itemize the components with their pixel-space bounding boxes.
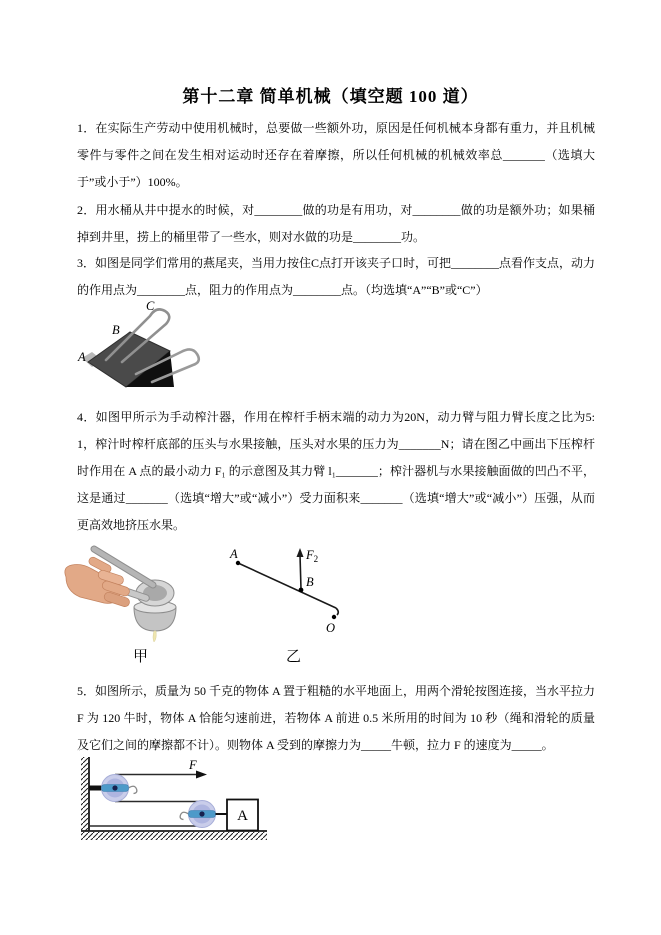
- pulley-wall-stub: [89, 786, 102, 791]
- clip-label-a: A: [78, 350, 86, 364]
- figure-caption-yi: 乙: [286, 649, 302, 665]
- point-o-dot: [332, 615, 336, 619]
- lever-bar-line: [238, 563, 336, 608]
- floor-hatching: [81, 832, 267, 840]
- fixed-pulley: [102, 775, 137, 802]
- question-5-text: 5．如图所示，质量为 50 千克的物体 A 置于粗糙的水平地面上，用两个滑轮按图连接，当水平拉力 F 为 120 牛时，物体 A 恰能匀速前进，若物体 A 前进 0.5 米所用的时间为 10 秒（绳和滑轮的质量及它们之间的摩擦都不计）。则物体 A 受到的摩擦力为_____牛顿，拉力 F 的速度为_____。: [77, 684, 596, 752]
- force-f2-subscript: 2: [313, 554, 319, 564]
- force-f-label: F: [189, 758, 197, 772]
- clip-label-b: B: [112, 323, 120, 337]
- force-f-arrowhead: [196, 771, 207, 779]
- force-f2-arrowhead: [297, 548, 304, 557]
- question-1-text: 1．在实际生产劳动中使用机械时，总要做一些额外功，原因是任何机械本身都有重力，并且机械零件与零件之间在发生相对运动时还存在着摩擦，所以任何机械的机械效率总_______（选填大于”或小于”）100%。: [77, 121, 595, 189]
- lever-label-o: O: [326, 621, 336, 635]
- page-title: 第十二章 简单机械（填空题 100 道）: [182, 87, 479, 106]
- pulley-system-figure: [78, 753, 273, 843]
- binder-clip-figure: [66, 294, 266, 399]
- lever-diagram-figure: [222, 543, 372, 643]
- lever-label-a: A: [230, 547, 238, 561]
- question-2-text: 2．用水桶从井中提水的时候，对________做的功是有用功，对________做的功是额外功；如果桶掉到井里，捞上的桶里带了一些水，则对水做的功是________功。: [77, 203, 595, 244]
- lever-label-b: B: [306, 575, 314, 589]
- block-a-label: A: [237, 808, 248, 824]
- lever-end-hook: [336, 608, 338, 615]
- movable-pulley-axle-dot: [199, 811, 204, 816]
- clip-label-c: C: [146, 299, 155, 313]
- juicer-photo-figure: [58, 543, 208, 646]
- question-3-text: 3．如图是同学们常用的燕尾夹，当用力按住C点打开该夹子口时，可把________点看作支点，动力的作用点为________点，阻力的作用点为________点。（均选填“A”“B”或“C”）: [77, 256, 596, 297]
- point-b-dot: [299, 588, 304, 593]
- point-a-dot: [236, 561, 240, 565]
- force-f2-label: [305, 548, 318, 564]
- force-f2-arrow-line: [300, 555, 301, 589]
- question-4-text: 4．如图甲所示为手动榨汁器，作用在榨杆手柄末端的动力为20N，动力臂与阻力臂长度之比为5:1，榨汁时榨杆底部的压头与水果接触，压头对水果的压力为_______N；请在图乙中画出下压榨杆时作用在 A 点的最小动力 F₁ 的示意图及其力臂 l₁_______；榨汁器机与水果接触面做的凹凸不平，这是通过_______（选填“增大”或“减小”）受力面积来_______（选填“增大”或“减小”）压强，从而更高效地挤压水果。: [77, 410, 595, 532]
- fixed-pulley-axle-dot: [112, 785, 117, 790]
- juice-drip: [153, 631, 156, 642]
- movable-pulley-hook: [180, 812, 188, 819]
- force-f2-symbol: F: [306, 548, 314, 562]
- movable-pulley: [180, 801, 215, 828]
- wall-hatching: [81, 757, 89, 831]
- figure-caption-jia: 甲: [133, 649, 149, 665]
- fixed-pulley-hook: [129, 786, 137, 793]
